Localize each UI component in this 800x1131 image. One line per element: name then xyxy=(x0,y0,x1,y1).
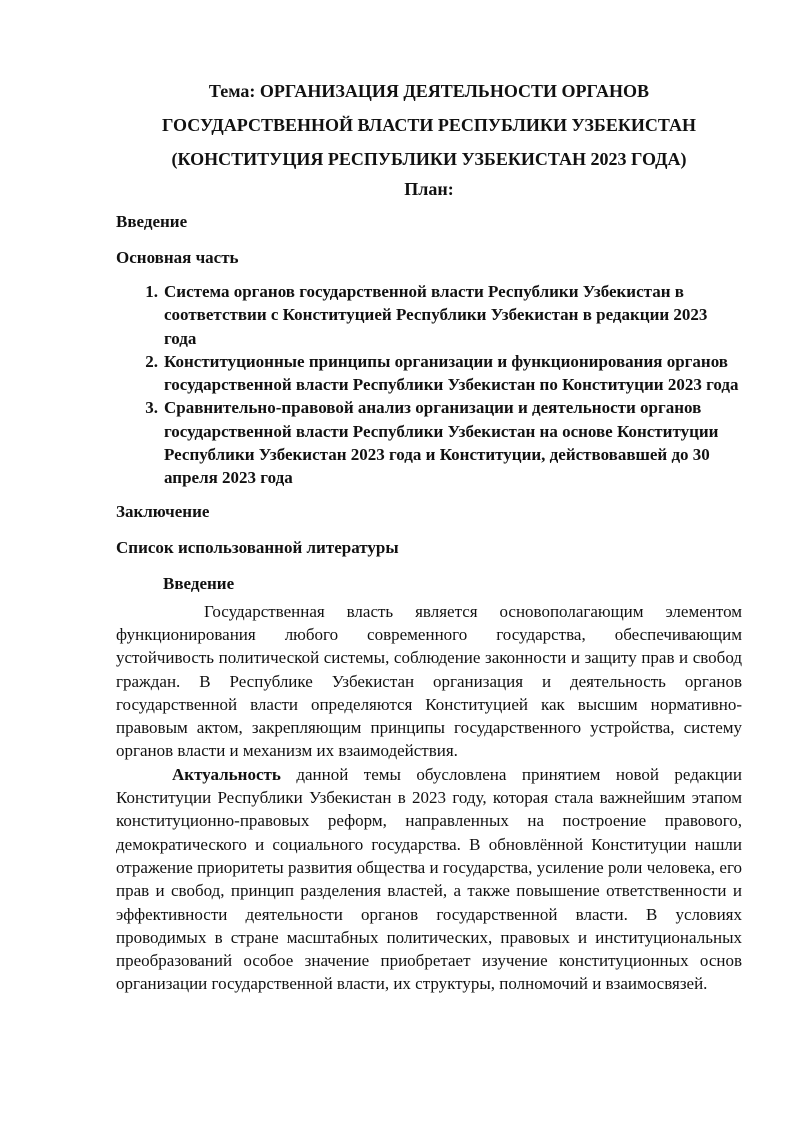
relevance-text: данной темы обусловлена принятием новой редакции Конституции Республики Узбекистан в 2023 году, которая стала важнейшим этапом конституционно-правовых реформ, направленных на построение правового, демократического и социального государства. В обновлённой Конституции нашли отражение приоритеты развития общества и государства, усиление роли человека, его прав и свобод, принцип разделения властей, а также повышение ответственности и эффективности деятельности органов государственной власти. В условиях проводимых в стране масштабных политических, правовых и институциональных преобразований особое значение приобретает изучение конституционных основ организации государственной власти, их структуры, полномочий и взаимосвязей. xyxy=(116,764,742,994)
plan-item-number: 1. xyxy=(145,282,158,301)
introduction-heading: Введение xyxy=(163,573,235,593)
document-title-line-2: ГОСУДАРСТВЕННОЙ ВЛАСТИ РЕСПУБЛИКИ УЗБЕКИСТАН xyxy=(161,115,696,135)
plan-conclusion-label: Заключение xyxy=(116,501,210,521)
plan-item-text: Сравнительно-правовой анализ организации и деятельности органов государственной власти Республики Узбекистан на основе Конституции Республики Узбекистан 2023 года и Конституции, действовавшей до 30 апреля 2023 года xyxy=(164,398,719,488)
plan-list-item xyxy=(116,396,742,489)
document-title-line-3: (КОНСТИТУЦИЯ РЕСПУБЛИКИ УЗБЕКИСТАН 2023 ГОДА) xyxy=(171,149,687,169)
document-title-line-1: Тема: ОРГАНИЗАЦИЯ ДЕЯТЕЛЬНОСТИ ОРГАНОВ xyxy=(208,81,650,101)
introduction-paragraph-1: Государственная власть является основополагающим элементом функционирования любого современного государства, обеспечивающим устойчивость политической системы, соблюдение законности и защиту прав и свобод граждан. В Республике Узбекистан организация и деятельность органов государственной власти определяются Конституцией как высшим нормативно-правовым актом, закрепляющим принципы государственного устройства, систему органов власти и механизм их взаимодействия. xyxy=(116,601,742,761)
plan-item-number: 3. xyxy=(145,398,158,418)
plan-list-item xyxy=(116,350,742,397)
plan-item-number: 2. xyxy=(145,351,158,371)
plan-main-part-label: Основная часть xyxy=(116,248,239,267)
introduction-paragraph-2 xyxy=(116,763,742,996)
plan-list xyxy=(116,280,742,490)
plan-introduction-label: Введение xyxy=(116,212,188,231)
plan-heading: План: xyxy=(404,179,454,199)
plan-item-text: Конституционные принципы организации и функционирования органов государственной власти Республики Узбекистан по Конституции 2023 года xyxy=(164,351,739,395)
plan-item-text: Система органов государственной власти Республики Узбекистан в соответствии с Конституцией Республики Узбекистан в редакции 2023 года xyxy=(164,282,708,348)
plan-references-label: Список использованной литературы xyxy=(116,537,399,557)
plan-list-item xyxy=(116,280,742,350)
relevance-term: Актуальность xyxy=(172,764,281,784)
